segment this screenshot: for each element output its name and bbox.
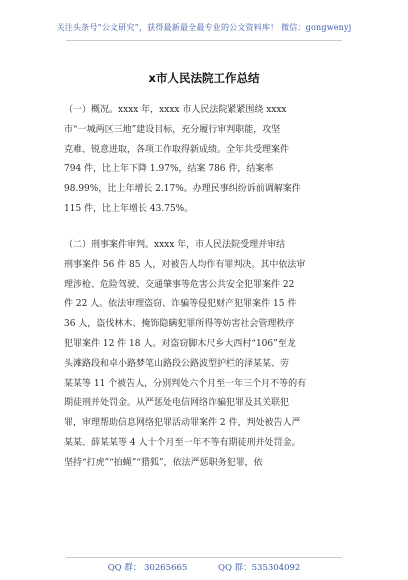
paragraph-line: 克难、锐意进取，各项工作取得新成绩。全年共受理案件 [64,144,290,155]
paragraph-line: 98.99%，比上年增长 2.17%。办理民事纠纷诉前调解案件 [64,184,301,195]
footer [0,561,408,573]
paragraph-line: 794 件，比上年下降 1.97%，结案 786 件，结案率 [64,164,274,175]
footer-qq-group-1: QQ 群： 30265665 [107,563,188,573]
paragraph-line: 36 人，盗伐林木、掩饰隐瞒犯罪所得等妨害社会管理秩序 [64,319,295,330]
footer-qq-group-2: QQ 群：535304092 [218,563,301,573]
paragraph-line: 理涉枪、危险驾驶、交通肇事等危害公共安全犯罪案件 22 [64,279,295,290]
paragraph-criminal-cases [64,236,349,474]
header-banner: 关注头条号“公文研究”，获得最新最全最专业的公文资料库！ 微信：gongwenyj [56,23,352,32]
paragraph-line: 刑事案件 56 件 85 人，对被告人均作有罪判决。其中依法审 [64,259,306,270]
paragraph-line: （二）刑事案件审判。xxxx 年，市人民法院受理并审结 [64,240,286,250]
paragraph-line: 头滩路段和卓小路梦笔山路段公路波型护栏的泽某某、劳 [64,358,290,369]
paragraph-line: 某某、薛某某等 4 人十个月至一年不等有期徒刑并处罚金。 [64,437,301,448]
document-title: x市人民法院工作总结 [148,71,260,85]
header-divider [66,40,342,41]
paragraph-line: 犯罪案件 12 件 18 人。对盗窃脚木尺乡大西村“106”至龙 [64,338,296,349]
paragraph-line: （一）概况。xxxx 年，xxxx 市人民法院紧紧围绕 xxxx [64,105,287,115]
paragraph-line: 市“一城两区三地”建设目标，充分履行审判职能，攻坚 [64,124,281,135]
paragraph-line: 115 件，比上年增长 43.75%。 [64,203,194,214]
paragraph-overview [64,101,349,220]
paragraph-line: 坚持“打虎”“拍蝇”“猎狐”，依法严惩职务犯罪，依 [64,457,263,468]
paragraph-line: 某某等 11 个被告人，分别判处六个月至一年三个月不等的有 [64,378,307,389]
paragraph-line: 期徒刑并处罚金。从严惩处电信网络诈骗犯罪及其关联犯 [64,398,290,409]
footer-divider [66,557,342,558]
paragraph-line: 罪，审理帮助信息网络犯罪活动罪案件 2 件，判处被告人严 [64,418,301,429]
paragraph-line: 件 22 人。依法审理盗窃、诈骗等侵犯财产犯罪案件 15 件 [64,299,297,310]
